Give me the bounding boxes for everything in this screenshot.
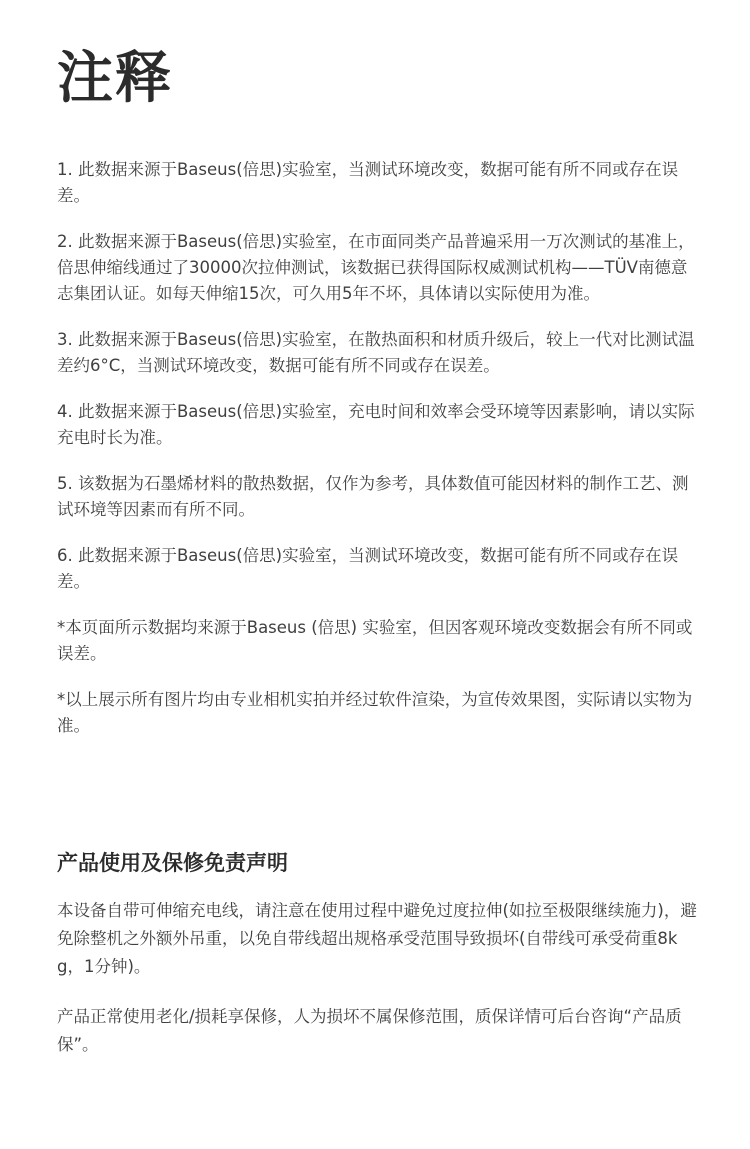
section-title-disclaimer: 产品使用及保修免责声明 xyxy=(57,851,288,875)
note-item-2: 2. 此数据来源于Baseus(倍思)实验室，在市面同类产品普遍采用一万次测试的基准上，倍思伸缩线通过了30000次拉伸测试，该数据已获得国际权威测试机构——TÜV南德意志集团认证。如每天伸缩15次，可久用5年不坏，具体请以实际使用为准。 xyxy=(57,232,695,303)
note-item-6: 6. 此数据来源于Baseus(倍思)实验室，当测试环境改变，数据可能有所不同或存在误差。 xyxy=(57,546,679,591)
note-item-3: 3. 此数据来源于Baseus(倍思)实验室，在散热面积和材质升级后，较上一代对比测试温差约6°C，当测试环境改变，数据可能有所不同或存在误差。 xyxy=(57,330,695,375)
note-item-image-disclaimer: *以上展示所有图片均由专业相机实拍并经过软件渲染，为宣传效果图，实际请以实物为准。 xyxy=(57,690,693,735)
note-item-5: 5. 该数据为石墨烯材料的散热数据，仅作为参考，具体数值可能因材料的制作工艺、测试环境等因素而有所不同。 xyxy=(57,474,689,519)
disclaimer-paragraph-warranty: 产品正常使用老化/损耗享保修，人为损坏不属保修范围，质保详情可后台咨询“产品质保”。 xyxy=(57,1007,682,1054)
notes-list xyxy=(57,157,697,759)
disclaimer-body xyxy=(57,897,697,1081)
note-item-4: 4. 此数据来源于Baseus(倍思)实验室，充电时间和效率会受环境等因素影响，请以实际充电时长为准。 xyxy=(57,402,695,447)
page-title: 注释 xyxy=(57,46,173,111)
disclaimer-paragraph-usage: 本设备自带可伸缩充电线，请注意在使用过程中避免过度拉伸(如拉至极限继续施力)，避免除整机之外额外吊重，以免自带线超出规格承受范围导致损坏(自带线可承受荷重8kg，1分钟)。 xyxy=(57,901,697,976)
note-item-data-source: *本页面所示数据均来源于Baseus (倍思) 实验室，但因客观环境改变数据会有所不同或误差。 xyxy=(57,618,693,663)
note-item-1: 1. 此数据来源于Baseus(倍思)实验室，当测试环境改变，数据可能有所不同或存在误差。 xyxy=(57,160,679,205)
